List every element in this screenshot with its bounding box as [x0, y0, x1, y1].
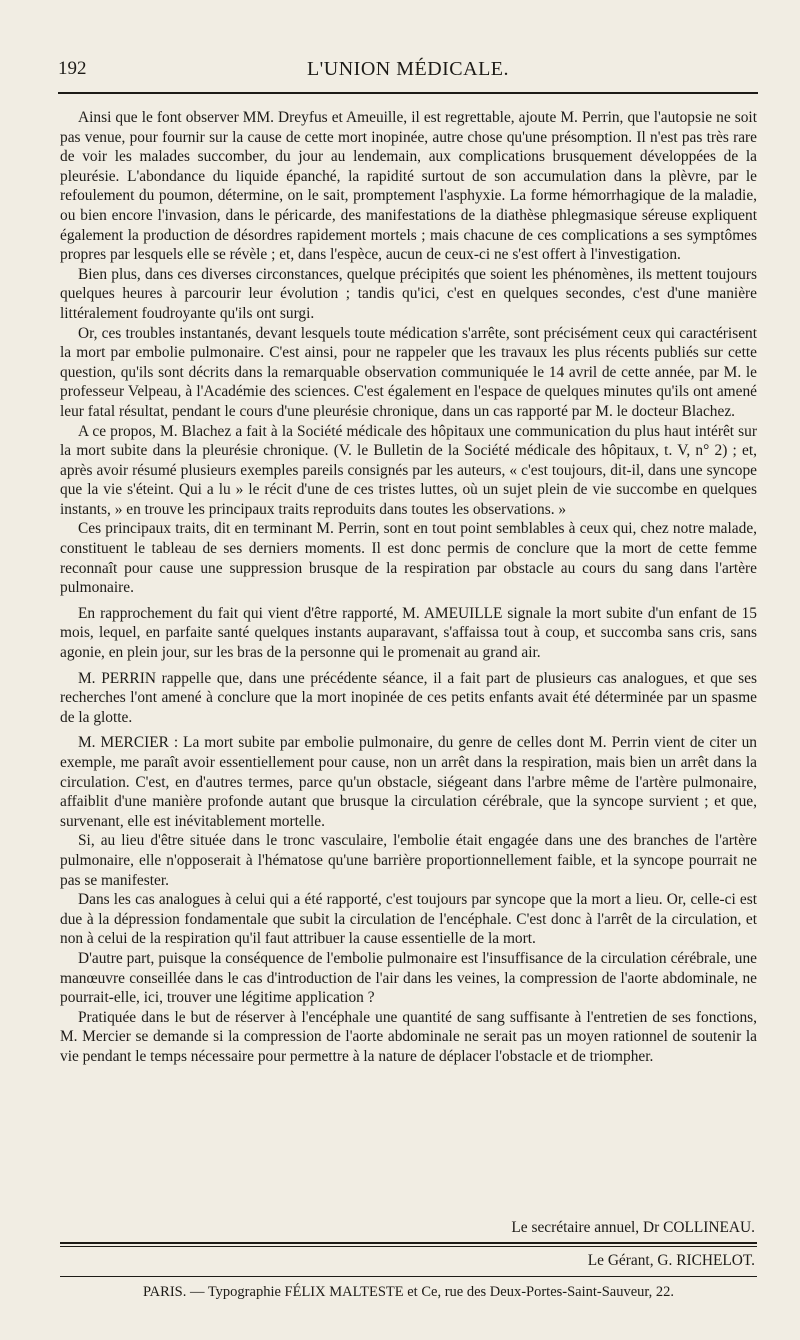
- paragraph: Ces principaux traits, dit en terminant M. Perrin, sont en tout point semblables à ceux qui, chez notre malade, constituent le tableau de ses derniers moments. Il est donc permis de conclure que la mort de cette femme reconnaît pour cause une suppression brusque de la respiration par obstacle au cours du sang dans l'artère pulmonaire.: [60, 520, 757, 597]
- paragraph: A ce propos, M. Blachez a fait à la Société médicale des hôpitaux une communication du plus haut intérêt sur la mort subite dans la pleurésie chronique. (V. le Bulletin de la Société médicale des hôpitaux, t. V, n° 2) ; et, après avoir résumé plusieurs exemples pareils consignés par les auteurs, « c'est toujours, dit-il, dans une syncope que la vie s'éteint. Qui a lu » le récit d'une de ces tristes luttes, où un sujet plein de vie succombe en quelques instants, » en trouve les principaux traits reproduits dans toutes les observations. »: [60, 422, 757, 518]
- header-rule: [58, 92, 758, 94]
- paragraph: Bien plus, dans ces diverses circonstances, quelque précipités que soient les phénomènes, ils mettent toujours quelques heures à parcourir leur évolution ; tandis qu'ici, c'est en quelques secondes, c'est d'une manière littéralement foudroyante qu'ils ont surgi.: [60, 265, 757, 322]
- paragraph: Pratiquée dans le but de réserver à l'encéphale une quantité de sang suffisante à l'entretien de ses fonctions, M. Mercier se demande si la compression de l'aorte abdominale ne serait pas un moyen rationnel de soutenir la vie pendant le temps nécessaire pour permettre à la nature de déplacer l'obstacle et de triompher.: [60, 1008, 757, 1065]
- paragraph: M. PERRIN rappelle que, dans une précédente séance, il a fait part de plusieurs cas analogues, et que ses recherches l'ont amené à conclure que la mort inopinée de ces petits enfants avait été déterminée par un spasme de la glotte.: [60, 669, 757, 726]
- paragraph: Dans les cas analogues à celui qui a été rapporté, c'est toujours par syncope que la mort a lieu. Or, celle-ci est due à la dépression fondamentale que subit la circulation de l'encéphale. C'est donc à l'arrêt de la circulation, et non à celui de la respiration qu'il faut attribuer la cause essentielle de la mort.: [60, 891, 757, 948]
- imprint-rule: [60, 1276, 757, 1277]
- printer-imprint: PARIS. — Typographie FÉLIX MALTESTE et Ce, rue des Deux-Portes-Saint-Sauveur, 22.: [142, 1284, 675, 1300]
- paragraph: D'autre part, puisque la conséquence de l'embolie pulmonaire est l'insuffisance de la circulation cérébrale, une manœuvre conseillée dans le cas d'introduction de l'air dans les veines, la compression de l'aorte abdominale, ne pourrait-elle, ici, trouver une légitime application ?: [60, 949, 757, 1007]
- paragraph: Or, ces troubles instantanés, devant lesquels toute médication s'arrête, sont précisément ceux qui caractérisent la mort par embolie pulmonaire. C'est ainsi, pour ne rappeler que les travaux les plus récents publiés sur cette question, qu'ils sont décrits dans la remarquable observation communiquée le 14 avril de cette année, par M. le professeur Velpeau, à l'Académie des sciences. C'est également en l'espace de quelques minutes qu'ils ont amené leur fatal résultat, pendant le cours d'une pleurésie chronique, dans un cas rapporté par M. le docteur Blachez.: [60, 324, 757, 420]
- running-title: L'UNION MÉDICALE.: [306, 58, 510, 80]
- paragraph: M. MERCIER : La mort subite par embolie pulmonaire, du genre de celles dont M. Perrin vient de citer un exemple, me paraît avoir essentiellement pour cause, non un arrêt dans la respiration, mais bien un arrêt dans la circulation. C'est, en d'autres termes, parce qu'un obstacle, siégeant dans l'arbre même de l'artère pulmonaire, affaiblit d'une manière profonde autant que brusque la circulation cérébrale, que la syncope survient ; et que, survenant, elle est inévitablement mortelle.: [60, 734, 757, 830]
- article-body: [60, 108, 757, 1067]
- gerant-signature: Le Gérant, G. RICHELOT.: [587, 1252, 755, 1269]
- page-number: 192: [58, 58, 87, 79]
- secretary-signature: Le secrétaire annuel, Dr COLLINEAU.: [511, 1219, 755, 1236]
- paragraph: En rapprochement du fait qui vient d'être rapporté, M. AMEUILLE signale la mort subite d'un enfant de 15 mois, lequel, en parfaite santé quelques instants auparavant, s'affaissa tout à coup, et succomba sans cris, sans agonie, en plein jour, sur les bras de la personne qui le promenait au grand air.: [60, 604, 757, 662]
- page-header: [58, 58, 758, 88]
- footer-rule-thick: [60, 1242, 757, 1244]
- paragraph: Ainsi que le font observer MM. Dreyfus et Ameuille, il est regrettable, ajoute M. Perrin, que l'autopsie ne soit pas venue, pour fournir sur la cause de cette mort inopinée, autre chose qu'une présomption. Il n'est pas très rare de voir les malades succomber, du jour au lendemain, aux complications brusquement développées de la pleurésie. L'abondance du liquide épanché, la rapidité surtout de son accumulation dans la plèvre, par le refoulement du poumon, détermine, on le sait, promptement l'asphyxie. La forme hémorrhagique de la maladie, ou bien encore l'invasion, dans le péricarde, des manifestations de la diathèse phlegmasique séreuse expliquent également la production de désordres rapidement mortels ; mais chacune de ces complications a ses symptômes propres par lesquels elle se révèle ; et, dans l'espèce, aucun de ceux-ci ne s'est offert à l'investigation.: [60, 109, 757, 264]
- paragraph: Si, au lieu d'être située dans le tronc vasculaire, l'embolie était engagée dans une des branches de l'artère pulmonaire, elle n'opposerait à l'hématose qu'une barrière proportionnellement faible, et la syncope pourrait ne pas se manifester.: [60, 832, 757, 889]
- footer-rule-thin: [60, 1246, 757, 1247]
